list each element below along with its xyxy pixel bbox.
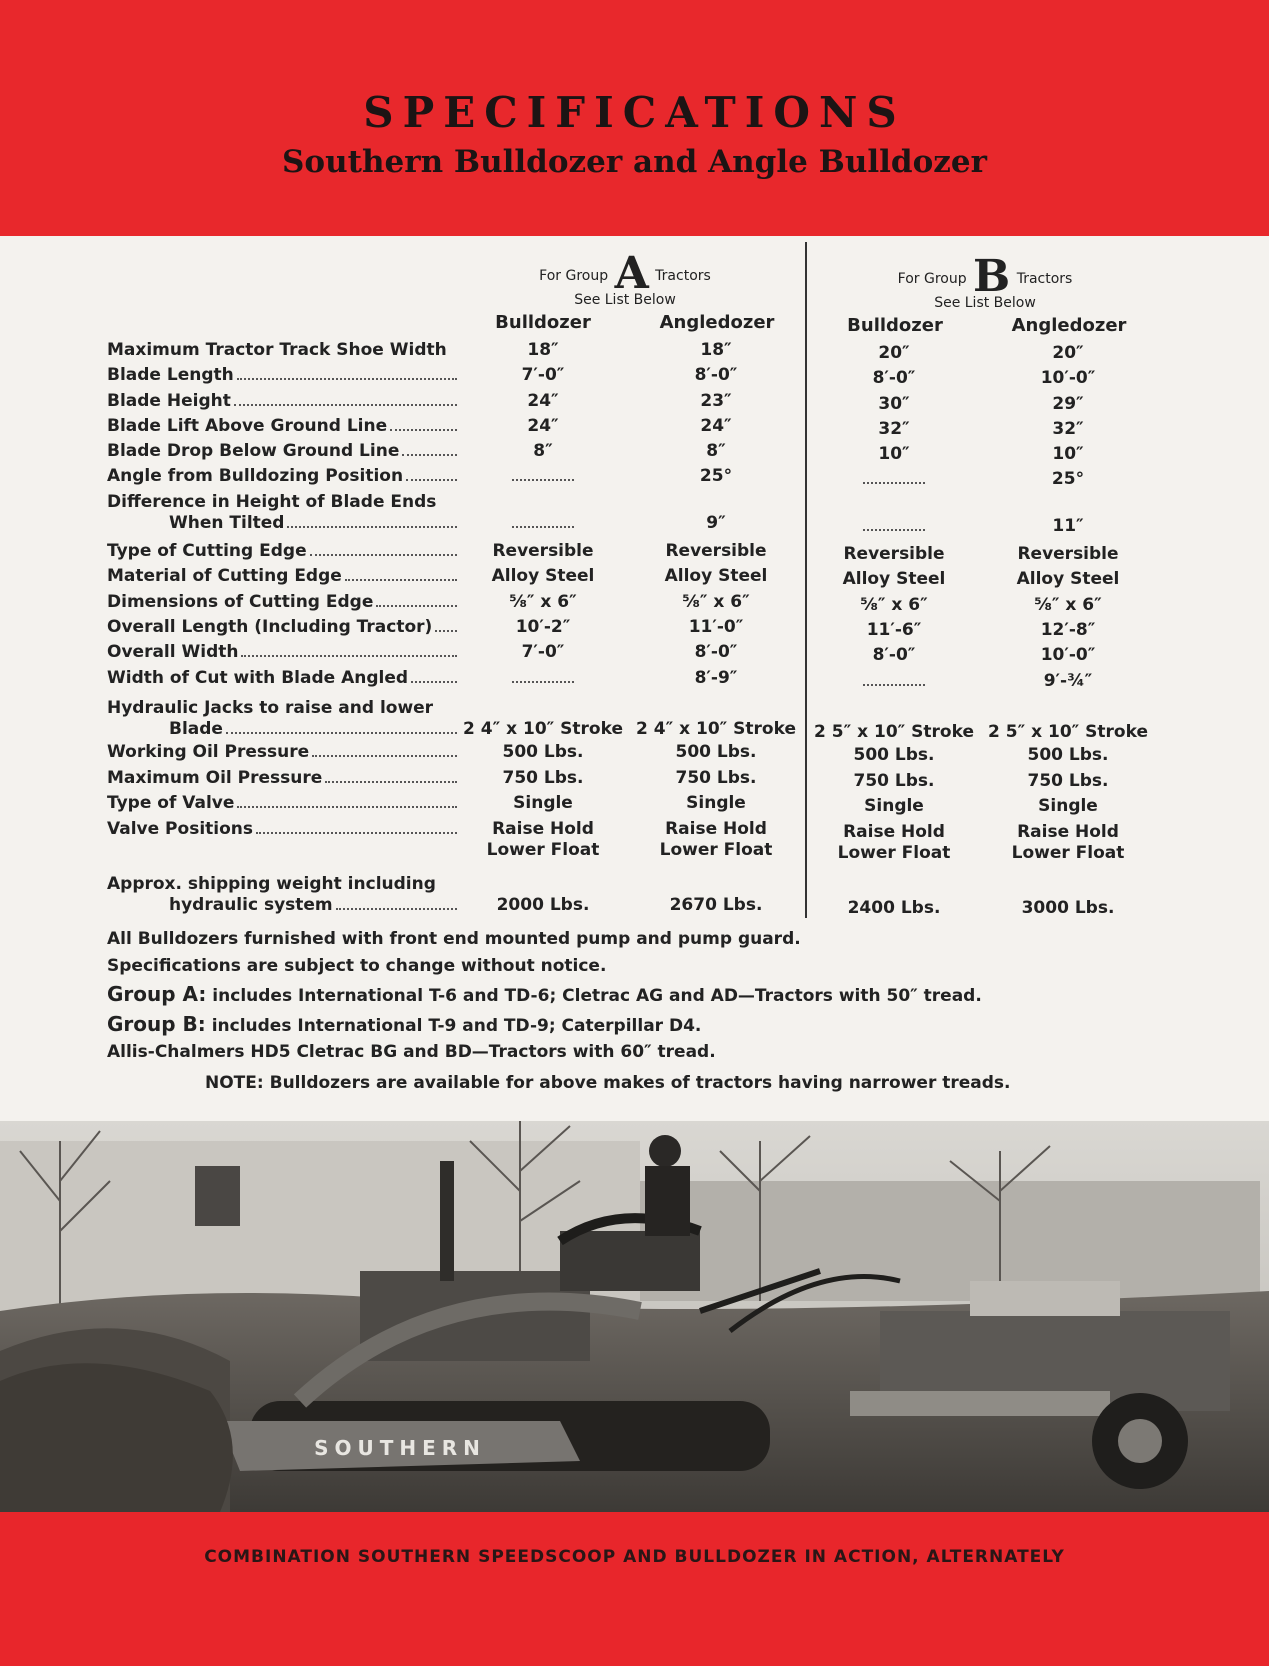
group-b-suffix: Tractors (1016, 271, 1073, 287)
spec-value-b-bulldozer (808, 671, 980, 692)
spec-label-text: Dimensions of Cutting Edge (107, 592, 374, 612)
spec-value-b-angledozer: Reversible (1017, 544, 1119, 564)
group-a-suffix: Tractors (655, 268, 711, 284)
column-header-a-bulldozer: Bulldozer (495, 312, 591, 333)
leader-dots (237, 806, 457, 808)
spec-label (107, 874, 457, 916)
spec-value-b-angledozer: 9′-¾″ (1043, 671, 1093, 691)
spec-value-a-angledozer: 750 Lbs. (675, 768, 757, 788)
spec-value-b-angledozer-line2: Lower Float (1011, 843, 1125, 863)
spec-label-text: Difference in Height of Blade Ends (107, 492, 437, 512)
spec-label (107, 391, 457, 412)
note-group-b (107, 1012, 701, 1036)
spec-label (107, 592, 457, 613)
spec-value-a-bulldozer: 7′-0″ (521, 365, 565, 385)
spec-label (107, 466, 457, 487)
spec-label-text: Blade (169, 719, 223, 739)
spec-label-text: Type of Cutting Edge (107, 541, 307, 561)
spec-value-b-bulldozer (808, 516, 980, 537)
spec-value-a-angledozer: Alloy Steel (664, 566, 768, 586)
spec-value-a-angledozer: 8′-0″ (694, 365, 738, 385)
spec-value-a-angledozer: 18″ (700, 340, 732, 360)
spec-label-text: Width of Cut with Blade Angled (107, 668, 409, 688)
spec-value-a-angledozer: 25° (699, 466, 733, 486)
leader-dots (345, 579, 457, 581)
spec-label-text: Material of Cutting Edge (107, 566, 342, 586)
spec-label (107, 365, 457, 386)
spec-value-a-angledozer: 23″ (700, 391, 732, 411)
spec-value-b-bulldozer: 8′-0″ (872, 645, 916, 665)
spec-label-text: Maximum Tractor Track Shoe Width (107, 340, 447, 360)
note-narrower: NOTE: Bulldozers are available for above makes of tractors having narrower treads. (205, 1073, 1011, 1093)
not-applicable-dots (512, 518, 574, 528)
spec-value-b-angledozer: 10″ (1052, 444, 1084, 464)
spec-label-text: hydraulic system (169, 895, 333, 915)
spec-value-a-angledozer: ⅝″ x 6″ (682, 592, 750, 612)
spec-value-a-angledozer: 8′-9″ (694, 668, 738, 688)
spec-value-a-bulldozer (457, 466, 629, 487)
group-a-prefix: For Group (539, 268, 609, 284)
photo-caption: COMBINATION SOUTHERN SPEEDSCOOP AND BULLDOZER IN ACTION, ALTERNATELY (204, 1547, 1065, 1567)
spec-label (107, 617, 457, 638)
leader-dots (226, 732, 457, 734)
leader-dots (376, 605, 457, 607)
spec-value-b-bulldozer: 20″ (878, 343, 910, 363)
spec-value-b-bulldozer: 8′-0″ (872, 368, 916, 388)
spec-label (107, 642, 457, 663)
spec-value-b-bulldozer: Reversible (843, 544, 945, 564)
spec-value-a-bulldozer (457, 668, 629, 689)
spec-value-a-bulldozer: 2 4″ x 10″ Stroke (463, 719, 623, 739)
group-a-see-list: See List Below (574, 292, 676, 308)
group-a-heading (520, 248, 730, 308)
spec-value-a-bulldozer: 10′-2″ (515, 617, 571, 637)
leader-dots (411, 681, 457, 683)
spec-value-b-angledozer: 500 Lbs. (1027, 745, 1109, 765)
spec-value-a-angledozer-line2: Lower Float (659, 840, 773, 860)
spec-value-b-angledozer: 20″ (1052, 343, 1084, 363)
spec-value-a-bulldozer: 24″ (527, 416, 559, 436)
leader-dots (390, 429, 457, 431)
spec-label-text: Type of Valve (107, 793, 235, 813)
note-group-b-text: includes International T-9 and TD-9; Caterpillar D4. (205, 1016, 702, 1036)
spec-label (107, 742, 457, 763)
spec-value-a-angledozer: 500 Lbs. (675, 742, 757, 762)
spec-value-b-angledozer: 10′-0″ (1040, 645, 1096, 665)
spec-value-a-angledozer: 11′-0″ (688, 617, 744, 637)
spec-value-b-bulldozer: 750 Lbs. (853, 771, 935, 791)
note-change: Specifications are subject to change without notice. (107, 956, 607, 976)
column-header-a-angledozer: Angledozer (659, 312, 775, 333)
leader-dots (312, 755, 457, 757)
column-header-b-bulldozer: Bulldozer (847, 315, 943, 336)
spec-value-b-bulldozer: 30″ (878, 394, 910, 414)
spec-value-a-bulldozer: Raise Hold (492, 819, 594, 839)
spec-value-a-bulldozer: Alloy Steel (491, 566, 595, 586)
not-applicable-dots (512, 471, 574, 481)
note-pump: All Bulldozers furnished with front end mounted pump and pump guard. (107, 929, 801, 949)
spec-value-b-bulldozer: 32″ (878, 419, 910, 439)
spec-value-b-bulldozer: Raise Hold (843, 822, 945, 842)
spec-value-a-bulldozer: 7′-0″ (521, 642, 565, 662)
bulldozer-photo (0, 1121, 1269, 1512)
spec-label (107, 566, 457, 587)
leader-dots (310, 554, 457, 556)
spec-value-a-angledozer: 8′-0″ (694, 642, 738, 662)
spec-value-b-angledozer: 11″ (1052, 516, 1084, 536)
page-title: SPECIFICATIONS (363, 88, 906, 137)
spec-value-b-bulldozer-line2: Lower Float (837, 843, 951, 863)
leader-dots (435, 630, 457, 632)
note-group-a (107, 982, 982, 1006)
leader-dots (325, 781, 457, 783)
column-header-b-angledozer: Angledozer (1011, 315, 1127, 336)
note-group-a-label: Group A: (107, 982, 207, 1006)
spec-label (107, 416, 457, 437)
spec-value-b-bulldozer: 11′-6″ (866, 620, 922, 640)
spec-value-b-angledozer: 750 Lbs. (1027, 771, 1109, 791)
footer-band (0, 1512, 1269, 1666)
spec-value-b-bulldozer (808, 469, 980, 490)
spec-value-b-bulldozer: 2 5″ x 10″ Stroke (814, 722, 974, 742)
spec-value-a-bulldozer: Single (513, 793, 573, 813)
spec-value-a-bulldozer: 2000 Lbs. (496, 895, 590, 915)
spec-value-a-bulldozer: 500 Lbs. (502, 742, 584, 762)
spec-value-b-angledozer: 12′-8″ (1040, 620, 1096, 640)
spec-value-a-bulldozer: 750 Lbs. (502, 768, 584, 788)
spec-value-a-bulldozer: 24″ (527, 391, 559, 411)
spec-label (107, 340, 457, 361)
not-applicable-dots (863, 676, 925, 686)
spec-value-b-angledozer: ⅝″ x 6″ (1034, 595, 1102, 615)
spec-label (107, 668, 457, 689)
spec-value-b-bulldozer: 2400 Lbs. (847, 898, 941, 918)
column-divider (805, 242, 807, 918)
spec-label-text: Blade Length (107, 365, 234, 385)
group-b-prefix: For Group (897, 271, 967, 287)
note-group-a-text: includes International T-6 and TD-6; Cletrac AG and AD—Tractors with 50″ tread. (206, 986, 982, 1006)
spec-value-a-bulldozer: Reversible (492, 541, 594, 561)
spec-value-b-angledozer: Single (1038, 796, 1098, 816)
spec-label-text: Overall Width (107, 642, 239, 662)
spec-value-a-angledozer: 2670 Lbs. (669, 895, 763, 915)
spec-label-text: Blade Lift Above Ground Line (107, 416, 388, 436)
spec-label (107, 441, 457, 462)
spec-label (107, 492, 457, 534)
spec-value-b-angledozer: Raise Hold (1017, 822, 1119, 842)
spec-label-text: Blade Height (107, 391, 231, 411)
note-group-b-label: Group B: (107, 1012, 206, 1036)
not-applicable-dots (512, 673, 574, 683)
group-a-letter: A (614, 248, 649, 299)
leader-dots (287, 526, 457, 528)
not-applicable-dots (863, 474, 925, 484)
spec-value-a-angledozer: 2 4″ x 10″ Stroke (636, 719, 796, 739)
spec-label-text: Hydraulic Jacks to raise and lower (107, 698, 434, 718)
spec-label-text: Valve Positions (107, 819, 253, 839)
not-applicable-dots (863, 521, 925, 531)
note-allis: Allis-Chalmers HD5 Cletrac BG and BD—Tractors with 60″ tread. (107, 1042, 716, 1062)
spec-label-text: Maximum Oil Pressure (107, 768, 323, 788)
spec-value-a-bulldozer-line2: Lower Float (486, 840, 600, 860)
group-b-see-list: See List Below (934, 295, 1036, 311)
spec-value-b-angledozer: 25° (1051, 469, 1085, 489)
spec-label (107, 793, 457, 814)
spec-label-text: When Tilted (169, 513, 285, 533)
spec-value-b-bulldozer: Single (864, 796, 924, 816)
spec-label-text: Blade Drop Below Ground Line (107, 441, 400, 461)
spec-value-a-angledozer: 9″ (706, 513, 726, 533)
group-b-heading (880, 251, 1090, 311)
spec-label (107, 541, 457, 562)
leader-dots (237, 378, 457, 380)
spec-value-b-angledozer: 29″ (1052, 394, 1084, 414)
spec-value-b-angledozer: 3000 Lbs. (1021, 898, 1115, 918)
spec-value-b-bulldozer: 10″ (878, 444, 910, 464)
spec-value-a-angledozer: 8″ (706, 441, 726, 461)
spec-label-text: Overall Length (Including Tractor) (107, 617, 433, 637)
spec-label (107, 768, 457, 789)
spec-value-a-angledozer: Reversible (665, 541, 767, 561)
spec-value-b-angledozer: 32″ (1052, 419, 1084, 439)
spec-label-text: Working Oil Pressure (107, 742, 310, 762)
spec-value-a-angledozer: 24″ (700, 416, 732, 436)
spec-value-a-bulldozer: 18″ (527, 340, 559, 360)
bulldozer-illustration (0, 1121, 1269, 1512)
spec-value-b-angledozer: 10′-0″ (1040, 368, 1096, 388)
spec-value-a-bulldozer (457, 513, 629, 534)
spec-value-b-bulldozer: ⅝″ x 6″ (860, 595, 928, 615)
leader-dots (406, 479, 457, 481)
leader-dots (234, 404, 457, 406)
group-b-letter: B (973, 251, 1011, 302)
spec-value-a-bulldozer: 8″ (533, 441, 553, 461)
spec-value-a-bulldozer: ⅝″ x 6″ (509, 592, 577, 612)
leader-dots (256, 832, 457, 834)
spec-value-a-angledozer: Single (686, 793, 746, 813)
page-subtitle: Southern Bulldozer and Angle Bulldozer (282, 144, 987, 180)
spec-value-b-angledozer: Alloy Steel (1016, 569, 1120, 589)
spec-label-text: Angle from Bulldozing Position (107, 466, 404, 486)
spec-value-b-angledozer: 2 5″ x 10″ Stroke (988, 722, 1148, 742)
spec-value-a-angledozer: Raise Hold (665, 819, 767, 839)
leader-dots (402, 454, 457, 456)
blade-text: SOUTHERN (314, 1436, 486, 1460)
spec-value-b-bulldozer: 500 Lbs. (853, 745, 935, 765)
spec-label (107, 698, 457, 740)
leader-dots (336, 908, 457, 910)
spec-label (107, 819, 457, 840)
spec-value-b-bulldozer: Alloy Steel (842, 569, 946, 589)
leader-dots (241, 655, 457, 657)
spec-label-text: Approx. shipping weight including (107, 874, 436, 894)
